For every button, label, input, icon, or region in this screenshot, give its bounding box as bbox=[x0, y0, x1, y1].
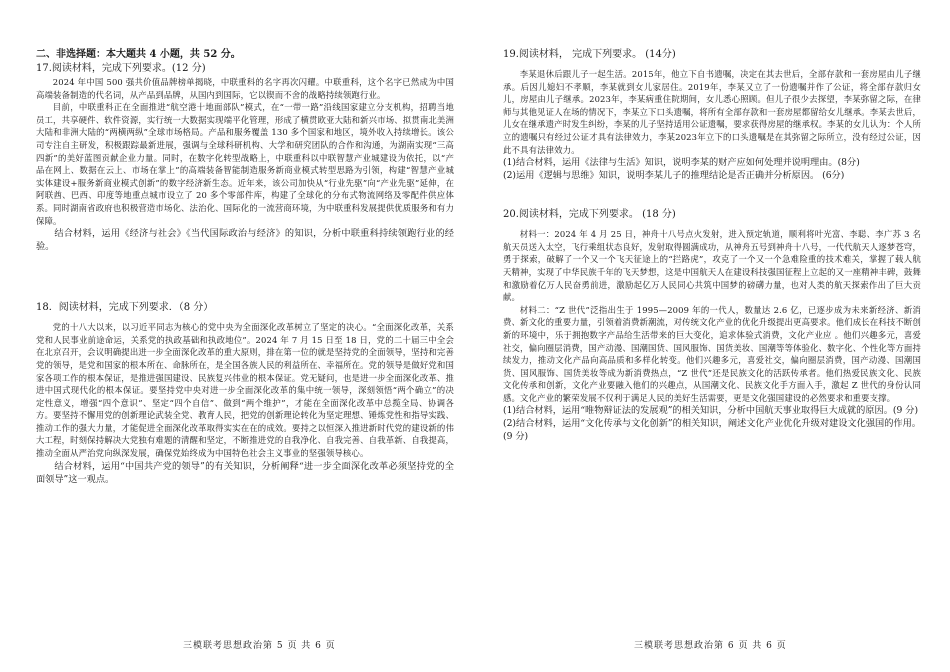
q20-title: 20.阅读材料，完成下列要求。 (18 分) bbox=[503, 209, 676, 221]
q18-title: 18．阅读材料，完成下列要求．（8 分） bbox=[36, 302, 214, 314]
page-right bbox=[503, 48, 921, 648]
q19-paragraph: 李某退休后跟儿子一起生活。2015年，他立下自书遗嘱，决定在其去世后，全部存款和一套房屋由儿子继承。后因儿媳妇不孝顺，李某就到女儿家居住。2019年，李某又立了一份遗嘱并作了公证，将全部存款归女儿，房屋由儿子继承。2023年，李某病重住院期间，女儿悉心照顾。但儿子很少去探望，李某弥留之际，在律师与其他见证人在场的情况下，李某立下口头遗嘱，将所有全部存款和一套房屋都留给女儿继承。李某去世后，儿女在继承遗产时发生纠纷，李某的儿子坚持适用公证遗嘱，要求获得房屋的继承权。李某的女儿认为：个人所立的遗嘱只有经过公证才具有法律效力，李某2023年立下的口头遗嘱是在其弥留之际所立，没有经过公证，因此不具有法律效力。 bbox=[503, 69, 921, 155]
q17-paragraph-2: 目前，中联重科正在全面推进“航空港十地面部队”模式，在“一带一路”沿线国家建立分支机构，招聘当地员工，共享硬件、软件资源，实行统一大数据实现端平化管理，形成了横贯欧亚大陆和新兴市场、拟贯南北美洲大陆和非洲大陆的“两横两纵”全球市场格局。产品和服务覆盖 130 多个国家和地区，境外收入持续增长。该公司专注自主研发，积极跟踪最新进展，强调与全球科研机构、大学和研究团队的合作和沟通，为湖南实现“三高四新”的美好蓝图贡献企业力量。同时，在数字化转型战略上，中联重科以中联智慧产业城建设为依托，以“产品在网上、数据在云上、市场在掌上”的高端装备智能制造服务新商业模式转型思路为引领，构建“智慧产业城实体建设+服务新商业模式创新”的数字经济新生态。近年来，该公司加快从“行业先驱”向“产业先驱”延伸，在阿联酋、巴西、印度等地重点城市设立了 20 多个零部件库，构建了全球化的分布式物流网络及零配件供应体系。同时湖南省政府也积极营造市场化、法治化、国际化的一流营商环境，为中联重科发展提供优质服务和有力保障。 bbox=[36, 102, 454, 226]
q20-task-2: (2)结合材料，运用“文化传承与文化创新”的相关知识，阐述文化产业优化升级对建设文化强国的作用。(9 分) bbox=[503, 418, 921, 443]
q19-task-1: (1)结合材料，运用《法律与生活》知识，说明李某的财产应如何处理并说明理由。(8分) bbox=[503, 157, 860, 169]
q18-paragraph: 党的十八大以来，以习近平同志为核心的党中央为全面深化改革树立了坚定的决心。“全面深化改革，关系党和人民事业前途命运，关系党的执政基础和执政地位”。2024 年 7 月 15 日至 18 日，党的二十届三中全会在北京召开，会议明确提出进一步全面深化改革的重大原则，排在第一位的就是坚持党的全面领导，坚持和完善党的领导，是党和国家的根本所在、命脉所在，是全国各族人民的利益所在、幸福所在。党的领导是做好党和国家各项工作的根本保证，是推进强国建设、民族复兴伟业的根本保证。党无疑问，也是进一步全面深化改革、推进中国式现代化的根本保证。要坚持党中央对进一步全面深化改革的集中统一领导，深刻领悟“两个确立”的决定性意义，增强“四个意识”、坚定“四个自信”、做到“两个维护”，才能在全面深化改革中总揽全局、协调各方。要坚持不懈用党的创新理论武装全党、教育人民，把党的创新理论转化为坚定理想、锤炼党性和指导实践、推动工作的强大力量，才能促进全面深化改革取得实实在在的成效。要持之以恒深入推进新时代党的建设新的伟大工程，时刻保持解决大党独有难题的清醒和坚定，不断推进党的自我净化、自我完善、自我革新、自我提高，推动全面从严治党向纵深发展，确保党始终成为中国特色社会主义事业的坚强领导核心。 bbox=[36, 322, 454, 459]
section-title: 二、非选择题：本大题共 4 小题，共 52 分。 bbox=[36, 49, 241, 60]
q20-material-2: 材料二：“Z 世代”泛指出生于 1995—2009 年的一代人，数量达 2.6 亿，已逐步成为未来新经济、新消费、新文化的重要力量，引领着消费新潮流，对传统文化产业的优化升级提出更高要求。他们成长在科技不断创新的环境中，乐于拥抱数字产品给生活带来的巨大变化，追求体验式消费，文化产业应 。他们兴趣多元，喜爱社交，偏向圈层消费，国产动漫、国潮国货、国风服饰、国货美妆、国潮等等体验化、数字化、个性化等方面持续发力，推动文化产品向高品质和多样化转变。他们兴趣多元，喜爱社交，偏向圈层消费，国产动漫、国潮国货、国风服饰、国货美妆等成为新消费热点，“Z 世代”还是民族文化的活跃传承者。他们热爱民族文化、民族文化传承和创新，文化产业要融入他们的兴趣点，从国潮文化、民族文化手方面入手，激起 Z 世代的身份认同感。文化产业的繁荣发展不仅利于满足人民的美好生活需要，更是文化强国建设的必然要求和重要支撑。 bbox=[503, 304, 921, 403]
q18-task: 结合材料，运用“中国共产党的领导”的有关知识，分析阐释“进一步全面深化改革必须坚持党的全面领导”这一观点。 bbox=[36, 460, 454, 485]
q17-task: 结合材料，运用《经济与社会》《当代国际政治与经济》的知识，分析中联重科持续领跑行业的经验。 bbox=[36, 228, 454, 253]
q19-title: 19.阅读材料， 完成下列要求。 (14分) bbox=[503, 49, 676, 60]
page-left bbox=[36, 48, 454, 648]
q20-material-1: 材料一：2024 年 4 月 25 日，神舟十八号点火发射，进入预定轨道，顺利将叶光富、李聪、李广苏 3 名航天员送入太空，飞行乘组状态良好，发射取得圆满成功，从神舟五号到神舟十八号，一代代航天人逐梦苍穹，勇于探索，破解了一个又一个飞天征途上的“拦路虎”，攻克了一个又一个急难险重的技术难关，掌握了载人航天精神，实现了中华民族千年的飞天梦想，这是中国航天人在建设科技强国征程上立起的又一座精神丰碑，鼓舞和激励着亿万人民奋勇前进，激励起亿万人民同心共筑中国梦的磅礴力量，也对人类的航天探索作出了巨大贡献。 bbox=[503, 229, 921, 303]
q17-paragraph-1: 2024 年中国 500 强共价值品牌榜单揭晓，中联重科的名字再次闪耀。中联重科，这个名字已然成为中国高端装备制造的代名词，从产品到品牌，从国内到国际，它以锲而不舍的战略持续领跑行业。 bbox=[36, 77, 454, 100]
q20-task-1: (1)结合材料，运用“唯物辩证法的发展观”的相关知识，分析中国航天事业取得巨大成就的原因。(9 分) bbox=[503, 405, 919, 417]
page-footer-left: 三模联考思想政治第 5 页 共 6 页 bbox=[183, 641, 336, 651]
q19-task-2: (2)运用《逻辑与思维》知识，说明李某儿子的推理结论是否正确并分析原因。 (6分) bbox=[503, 170, 845, 182]
page-footer-right: 三模联考思想政治第 6 页 共 6 页 bbox=[634, 641, 787, 651]
q17-title: 17.阅读材料，完成下列要求。(12 分) bbox=[36, 63, 206, 74]
